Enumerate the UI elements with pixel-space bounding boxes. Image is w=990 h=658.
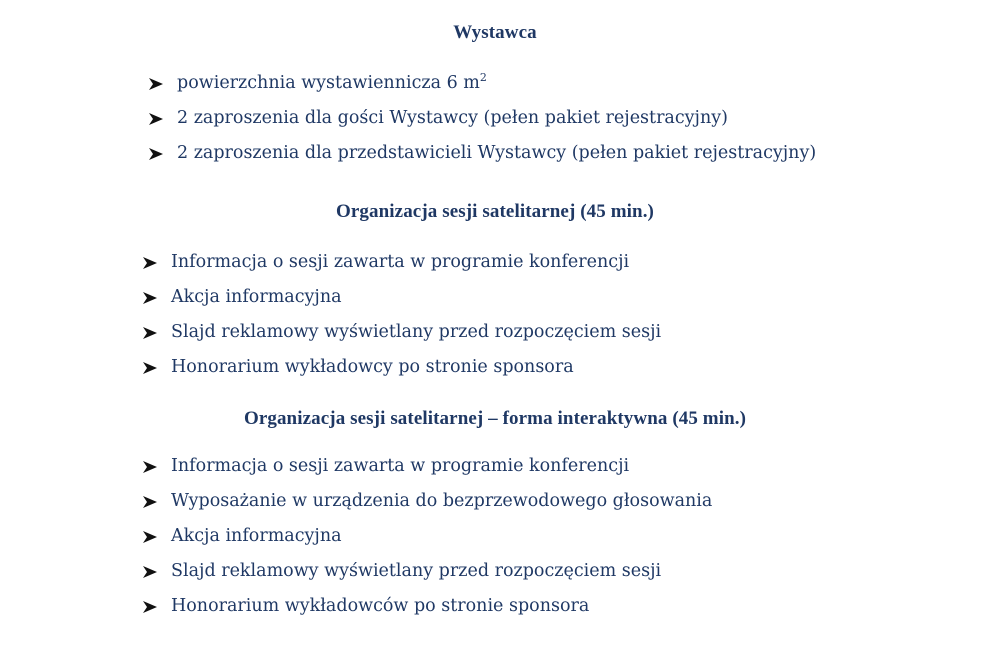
list-item-text: 2 zaproszenia dla gości Wystawcy (pełen pakiet rejestracyjny) (177, 108, 728, 128)
arrowhead-bullet-icon (142, 589, 158, 624)
arrowhead-bullet-icon (148, 101, 164, 136)
arrowhead-bullet-icon (142, 554, 158, 589)
list-item-text: Honorarium wykładowcy po stronie sponsora (171, 357, 574, 377)
list-item-text: 2 zaproszenia dla przedstawicieli Wystawcy (pełen pakiet rejestracyjny) (177, 143, 817, 163)
list-item-text: Slajd reklamowy wyświetlany przed rozpoczęciem sesji (171, 561, 662, 581)
arrowhead-bullet-icon (148, 66, 164, 101)
superscript: 2 (479, 71, 487, 85)
list-item-text: Wyposażanie w urządzenia do bezprzewodowego głosowania (171, 491, 713, 511)
list-item-text: Honorarium wykładowców po stronie sponsora (171, 596, 590, 616)
list-item-text: Informacja o sesji zawarta w programie konferencji (171, 456, 630, 476)
section-heading-interactive-session: Organizacja sesji satelitarnej – forma interaktywna (45 min.) (243, 408, 747, 429)
arrowhead-bullet-icon (142, 315, 158, 350)
arrowhead-bullet-icon (148, 136, 164, 171)
arrowhead-bullet-icon (142, 280, 158, 315)
arrowhead-bullet-icon (142, 449, 158, 484)
arrowhead-bullet-icon (142, 245, 158, 280)
list-item-text: Akcja informacyjna (171, 287, 342, 307)
arrowhead-bullet-icon (142, 519, 158, 554)
list-item-text: Akcja informacyjna (171, 526, 342, 546)
list-item-text: powierzchnia wystawiennicza 6 m (177, 73, 480, 93)
list-item-text: Informacja o sesji zawarta w programie konferencji (171, 252, 630, 272)
arrowhead-bullet-icon (142, 484, 158, 519)
arrowhead-bullet-icon (142, 350, 158, 385)
list-item-text: Slajd reklamowy wyświetlany przed rozpoczęciem sesji (171, 322, 662, 342)
section-heading-satellite-session: Organizacja sesji satelitarnej (45 min.) (336, 201, 654, 222)
section-heading-exhibitor: Wystawca (453, 22, 537, 43)
